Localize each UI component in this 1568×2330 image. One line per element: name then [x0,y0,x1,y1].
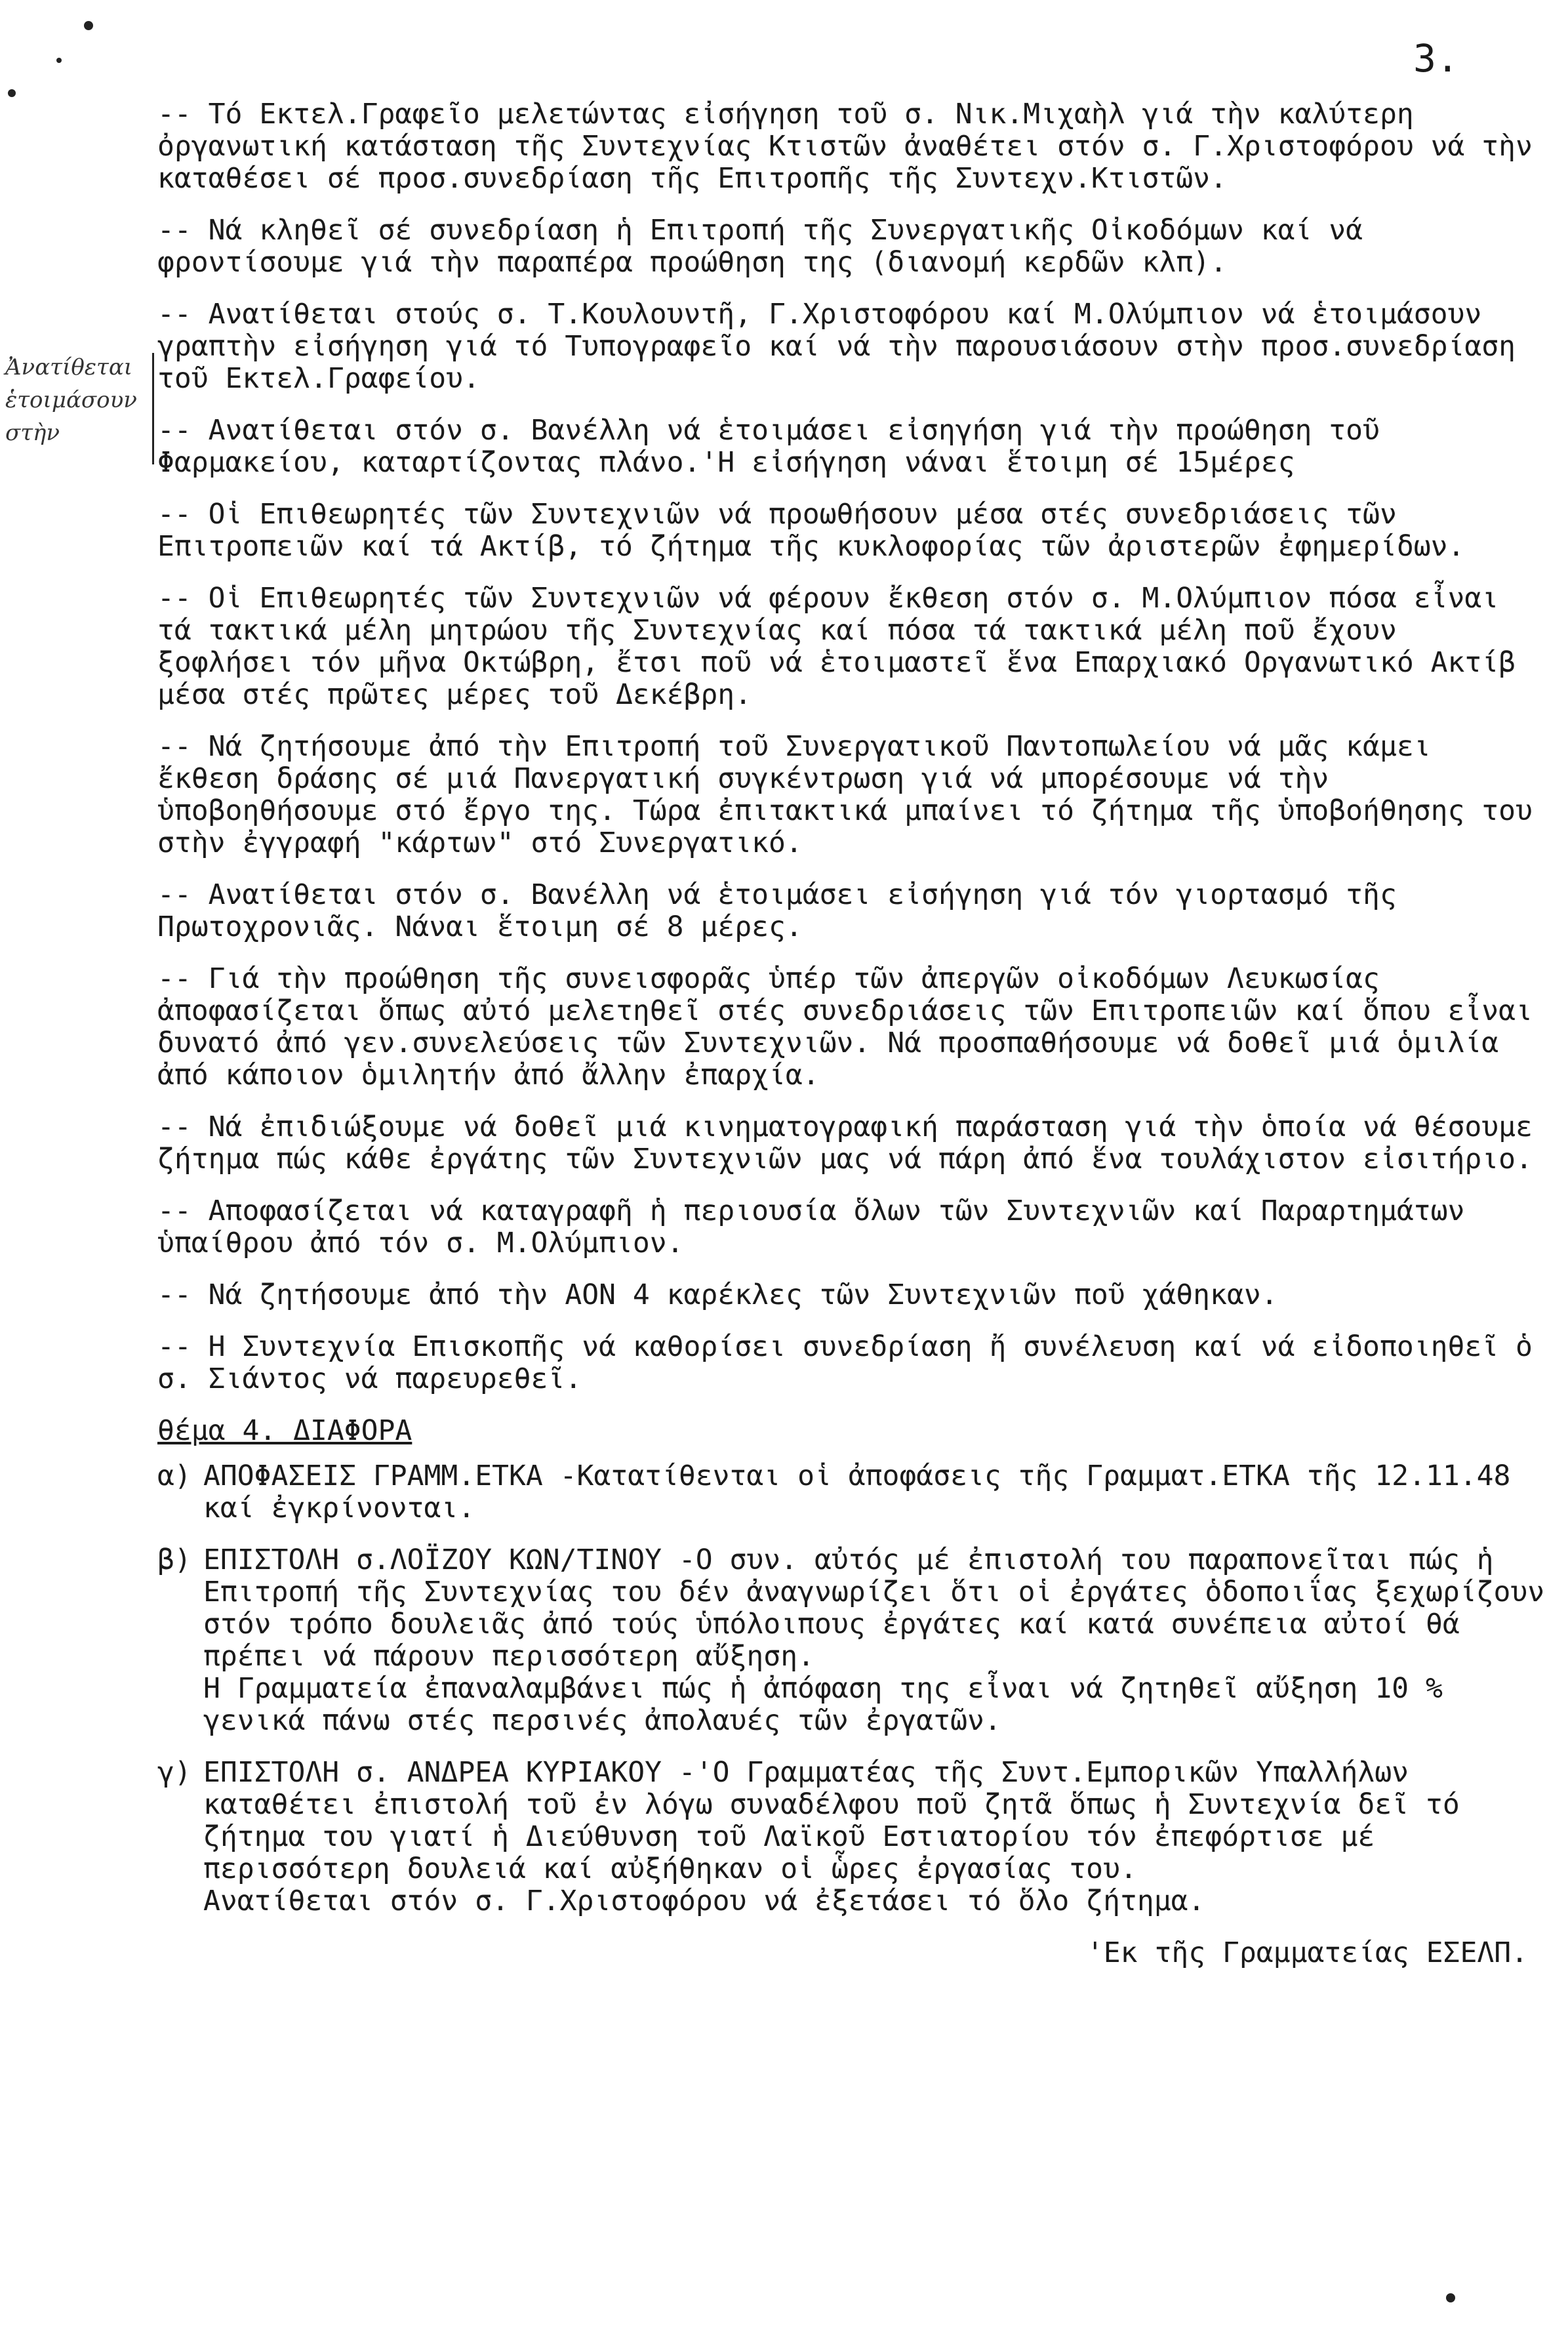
item-paragraph: Ανατίθεται στόν σ. Γ.Χριστοφόρου νά ἐξετάσει τό ὅλο ζήτημα. [203,1885,1205,1917]
ink-speck [56,58,62,63]
agenda-item-c [157,1757,1548,1917]
item-text [203,1757,1548,1917]
item-text [203,1460,1548,1524]
item-paragraph: Η Γραμματεία ἐπαναλαμβάνει πώς ἡ ἀπόφαση της εἶναι νά ζητηθεῖ αὔξηση 10 % γενικά πάνω στές περσινές ἀπολαυές τῶν ἐργατῶν. [203,1672,1443,1737]
item-paragraph: ΑΠΟΦΑΣΕΙΣ ΓΡΑΜΜ.ΕΤΚΑ -Κατατίθενται οἱ ἀποφάσεις τῆς Γραμματ.ΕΤΚΑ τῆς 12.11.48 καί ἐγκρίνονται. [203,1460,1511,1524]
page-number: 3. [1413,36,1459,81]
minutes-paragraph-11: -- Αποφασίζεται νά καταγραφῆ ἡ περιουσία ὅλων τῶν Συντεχνιῶν καί Παραρτημάτων ὑπαίθρου ἀπό τόν σ. Μ.Ολύμπιον. [157,1195,1465,1259]
item-letter: α) [157,1460,191,1492]
agenda-item-b [157,1544,1548,1737]
ink-speck [1446,2293,1455,2302]
agenda-item-a [157,1460,1548,1524]
signature-line: 'Εκ τῆς Γραμματείας ΕΣΕΛΠ. [1086,1936,1528,1969]
minutes-paragraph-3: -- Ανατίθεται στούς σ. Τ.Κουλουντῆ, Γ.Χριστοφόρου καί Μ.Ολύμπιον νά ἑτοιμάσουν γραπτὴν εἰσήγηση γιά τό Τυπογραφεῖο καί νά τὴν παρουσιάσουν στὴν προσ.συνεδρίαση τοῦ Εκτελ.Γραφείου. [157,298,1516,395]
item-paragraph: ΕΠΙΣΤΟΛΗ σ. ΑΝΔΡΕΑ ΚΥΡΙΑΚΟΥ -'Ο Γραμματέας τῆς Συντ.Εμπορικῶν Υπαλλήλων καταθέτει ἐπιστολή τοῦ ἐν λόγω συναδέλφου ποῦ ζητᾶ ὅπως ἡ Συντεχνία δεῖ τό ζήτημα του γιατί ἡ Διεύθυνση τοῦ Λαϊκοῦ Εστιατορίου τόν ἐπεφόρτισε μέ περισσότερη δουλειά καί αὐξήθηκαν οἱ ὧρες ἐργασίας του. [203,1756,1460,1885]
item-paragraph: ΕΠΙΣΤΟΛΗ σ.ΛΟΪΖΟΥ ΚΩΝ/ΤΙΝΟΥ -Ο συν. αὐτός μέ ἐπιστολή του παραπονεῖται πώς ἡ Επιτροπή τῆς Συντεχνίας του δέν ἀναγνωρίζει ὅτι οἱ ἐργάτες ὁδοποιΐας ξεχωρίζουν στόν τρόπο δουλειᾶς ἀπό τούς ὑπόλοιπους ἐργάτες καί κατά συνέπεια αὐτοί θά πρέπει νά πάρουν περισσότερη αὔξηση. [203,1543,1545,1673]
minutes-paragraph-4: -- Ανατίθεται στόν σ. Βανέλλη νά ἑτοιμάσει εἰσηγήση γιά τὴν προώθηση τοῦ Φαρμακείου, καταρτίζοντας πλάνο.'Η εἰσήγηση νάναι ἕτοιμη σέ 15μέρες [157,414,1380,479]
minutes-paragraph-9: -- Γιά τὴν προώθηση τῆς συνεισφορᾶς ὑπέρ τῶν ἀπεργῶν οἰκοδόμων Λευκωσίας ἀποφασίζεται ὅπως αὐτό μελετηθεῖ στές συνεδριάσεις τῶν Επιτροπειῶν καί ὅπου εἶναι δυνατό ἀπό γεν.συνελεύσεις τῶν Συντεχνιῶν. Νά προσπαθήσουμε νά δοθεῖ μιά ὁμιλία ἀπό κάποιον ὁμιλητήν ἀπό ἄλλην ἐπαρχία. [157,962,1533,1092]
minutes-paragraph-13: -- Η Συντεχνία Επισκοπῆς νά καθορίσει συνεδρίαση ἤ συνέλευση καί νά εἰδοποιηθεῖ ὁ σ. Σιάντος νά παρευρεθεῖ. [157,1330,1533,1395]
document-body [157,98,1548,1969]
ink-speck [84,21,93,30]
minutes-paragraph-7: -- Νά ζητήσουμε ἀπό τὴν Επιτροπή τοῦ Συνεργατικοῦ Παντοπωλείου νά μᾶς κάμει ἔκθεση δράσης σέ μιά Πανεργατική συγκέντρωση γιά νά μπορέσουμε νά τὴν ὑποβοηθήσουμε στό ἔργο της. Τώρα ἐπιτακτικά μπαίνει τό ζήτημα τῆς ὑποβοήθησης του στὴν ἐγγραφή "κάρτων" στό Συνεργατικό. [157,730,1533,859]
minutes-paragraph-10: -- Νά ἐπιδιώξουμε νά δοθεῖ μιά κινηματογραφική παράσταση γιά τὴν ὁποία νά θέσουμε ζήτημα πώς κάθε ἐργάτης τῶν Συντεχνιῶν μας νά πάρη ἀπό ἕνα τουλάχιστον εἰσιτήριο. [157,1111,1533,1175]
minutes-paragraph-8: -- Ανατίθεται στόν σ. Βανέλλη νά ἑτοιμάσει εἰσήγηση γιά τόν γιορτασμό τῆς Πρωτοχρονιᾶς. Νάναι ἕτοιμη σέ 8 μέρες. [157,878,1397,943]
item-letter: γ) [157,1756,191,1789]
item-text [203,1544,1548,1737]
item-letter: β) [157,1543,191,1576]
minutes-paragraph-12: -- Νά ζητήσουμε ἀπό τὴν ΑΟΝ 4 καρέκλες τῶν Συντεχνιῶν ποῦ χάθηκαν. [157,1278,1278,1311]
margin-bar [152,353,154,464]
minutes-paragraph-1: -- Τό Εκτελ.Γραφεῖο μελετώντας εἰσήγηση τοῦ σ. Νικ.Μιχαὴλ γιά τὴν καλύτερη ὀργανωτική κατάσταση τῆς Συντεχνίας Κτιστῶν ἀναθέτει στόν σ. Γ.Χριστοφόρου νά τὴν καταθέσει σέ προσ.συνεδρίαση τῆς Επιτροπῆς τῆς Συντεχν.Κτιστῶν. [157,98,1533,195]
handwritten-margin-note: Ἀνατίθεται ἑτοιμάσουν στὴν [5,354,137,446]
ink-speck [8,89,16,97]
minutes-paragraph-6: -- Οἱ Επιθεωρητές τῶν Συντεχνιῶν νά φέρουν ἔκθεση στόν σ. Μ.Ολύμπιον πόσα εἶναι τά τακτικά μέλη μητρώου τῆς Συντεχνίας καί πόσα τά τακτικά μέλη ποῦ ἔχουν ξοφλήσει τόν μῆνα Οκτώβρη, ἔτσι ποῦ νά ἑτοιμαστεῖ ἕνα Επαρχιακό Οργανωτικό Ακτίβ μέσα στές πρῶτες μέρες τοῦ Δεκέβρη. [157,582,1516,711]
minutes-paragraph-5: -- Οἱ Επιθεωρητές τῶν Συντεχνιῶν νά προωθήσουν μέσα στές συνεδριάσεις τῶν Επιτροπειῶν καί τά Ακτίβ, τό ζήτημα τῆς κυκλοφορίας τῶν ἀριστερῶν ἐφημερίδων. [157,498,1465,563]
minutes-paragraph-2: -- Νά κληθεῖ σέ συνεδρίαση ἡ Επιτροπή τῆς Συνεργατικῆς Οἰκοδόμων καί νά φροντίσουμε γιά τὴν παραπέρα προώθηση της (διανομή κερδῶν κλπ). [157,214,1363,279]
section-heading: θέμα 4. ΔΙΑΦΟΡΑ [157,1414,412,1447]
